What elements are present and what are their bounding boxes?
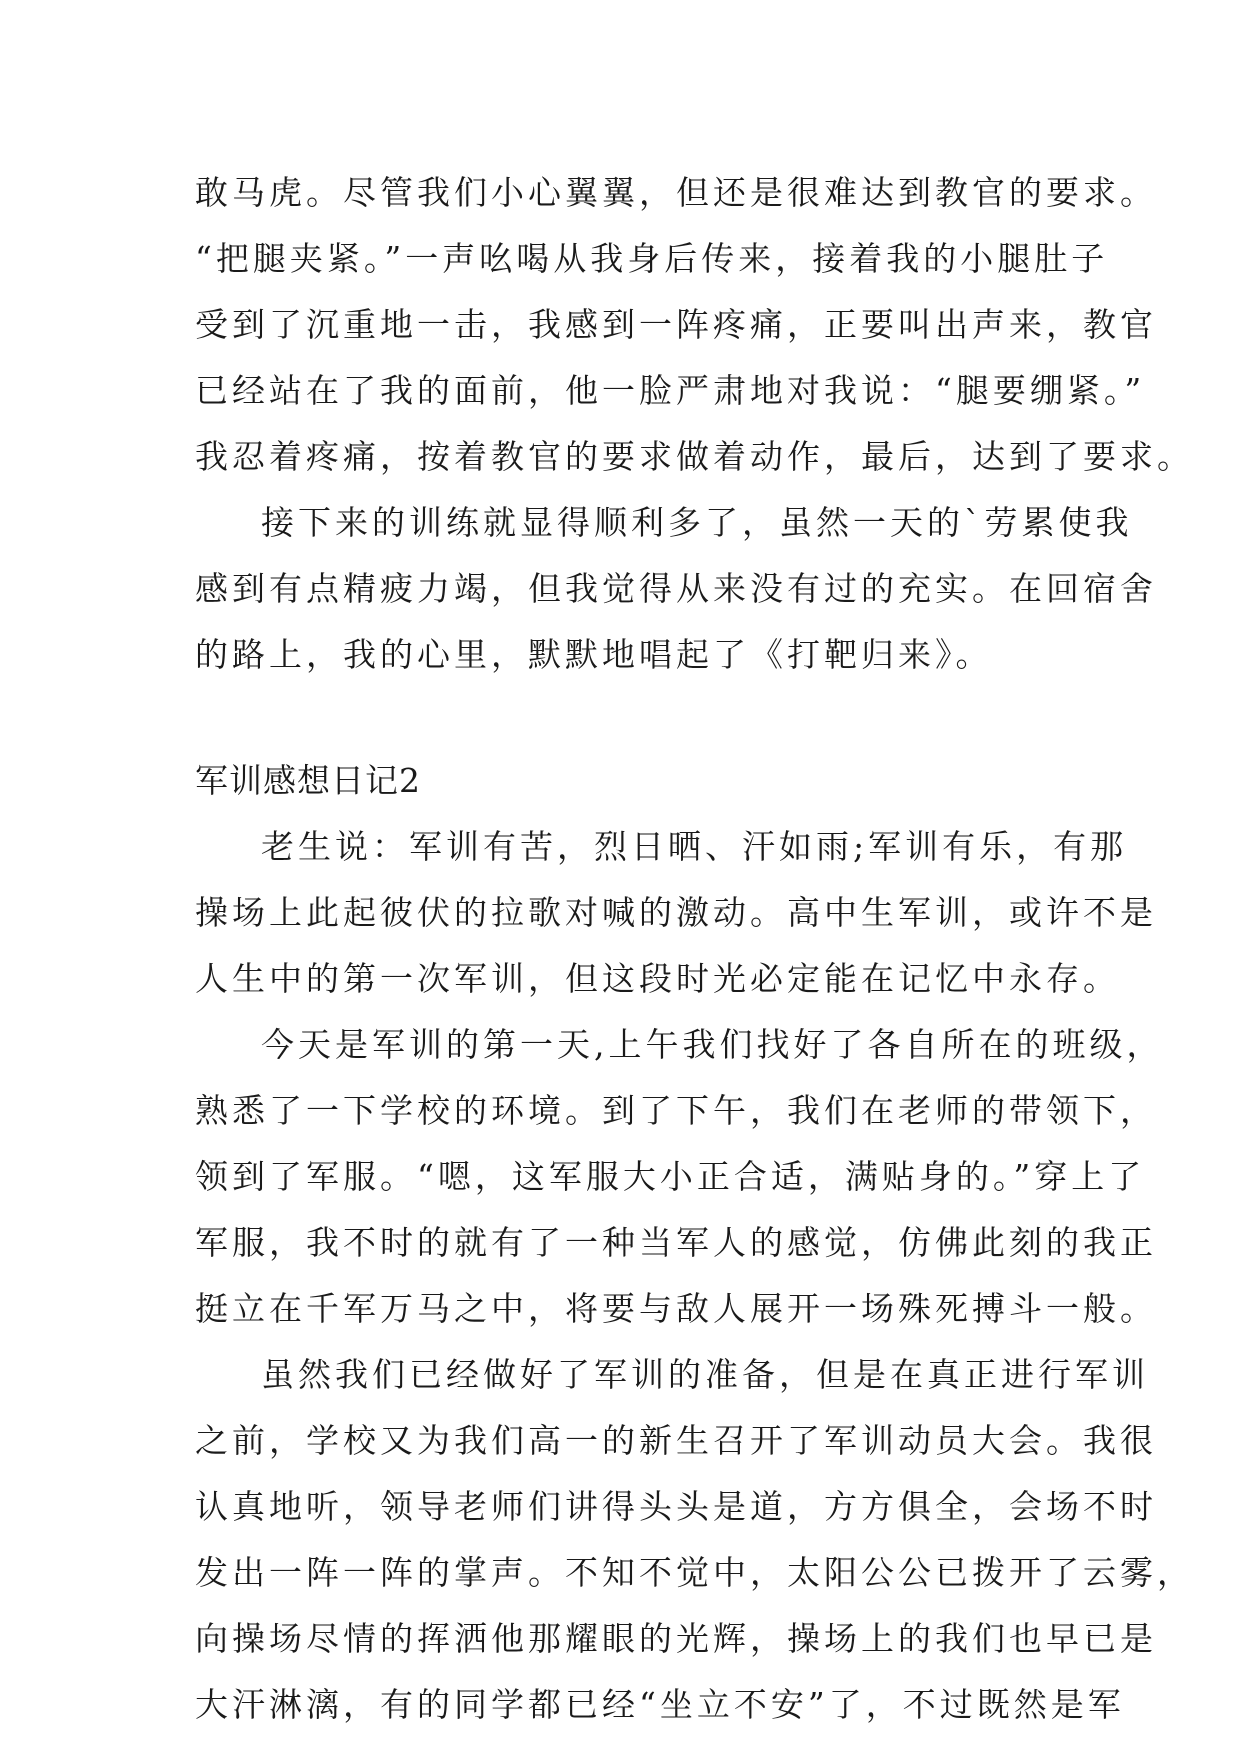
text-line: “把腿夹紧。”一声吆喝从我身后传来，接着我的小腿肚子 xyxy=(195,239,1109,278)
document-page xyxy=(195,160,1194,1738)
text-line: 挺立在千军万马之中，将要与敌人展开一场殊死搏斗一般。 xyxy=(195,1289,1157,1328)
section-2 xyxy=(195,748,1194,1738)
paragraph-start-line: 接下来的训练就显得顺利多了，虽然一天的`劳累使我 xyxy=(261,503,1133,542)
paragraph-start-line: 今天是军训的第一天,上午我们找好了各自所在的班级， xyxy=(261,1025,1164,1064)
text-line: 发出一阵一阵的掌声。不知不觉中，太阳公公已拨开了云雾， xyxy=(195,1553,1194,1592)
section-1 xyxy=(195,160,1194,688)
paragraph-start-line: 虽然我们已经做好了军训的准备，但是在真正进行军训 xyxy=(261,1355,1149,1394)
text-line: 感到有点精疲力竭，但我觉得从来没有过的充实。在回宿舍 xyxy=(195,569,1157,608)
text-line: 大汗淋漓，有的同学都已经“坐立不安”了，不过既然是军 xyxy=(195,1685,1125,1724)
text-line: 军服，我不时的就有了一种当军人的感觉，仿佛此刻的我正 xyxy=(195,1223,1157,1262)
text-line: 的路上，我的心里，默默地唱起了《打靶归来》。 xyxy=(195,635,993,674)
text-line: 敢马虎。尽管我们小心翼翼，但还是很难达到教官的要求。 xyxy=(195,173,1157,212)
text-line: 认真地听，领导老师们讲得头头是道，方方俱全，会场不时 xyxy=(195,1487,1157,1526)
text-line: 已经站在了我的面前，他一脸严肃地对我说：“腿要绷紧。” xyxy=(195,371,1146,410)
text-line: 熟悉了一下学校的环境。到了下午，我们在老师的带领下， xyxy=(195,1091,1157,1130)
text-line: 向操场尽情的挥洒他那耀眼的光辉，操场上的我们也早已是 xyxy=(195,1619,1157,1658)
text-line: 操场上此起彼伏的拉歌对喊的激动。高中生军训，或许不是 xyxy=(195,893,1157,932)
paragraph-start-line: 老生说：军训有苦，烈日晒、汗如雨;军训有乐，有那 xyxy=(261,827,1128,866)
text-line: 领到了军服。“嗯，这军服大小正合适，满贴身的。”穿上了 xyxy=(195,1157,1146,1196)
text-line: 我忍着疼痛，按着教官的要求做着动作，最后，达到了要求。 xyxy=(195,437,1194,476)
text-line: 受到了沉重地一击，我感到一阵疼痛，正要叫出声来，教官 xyxy=(195,305,1157,344)
section-title: 军训感想日记2 xyxy=(195,761,421,800)
section-gap xyxy=(195,688,1065,748)
text-line: 人生中的第一次军训，但这段时光必定能在记忆中永存。 xyxy=(195,959,1120,998)
text-line: 之前，学校又为我们高一的新生召开了军训动员大会。我很 xyxy=(195,1421,1157,1460)
